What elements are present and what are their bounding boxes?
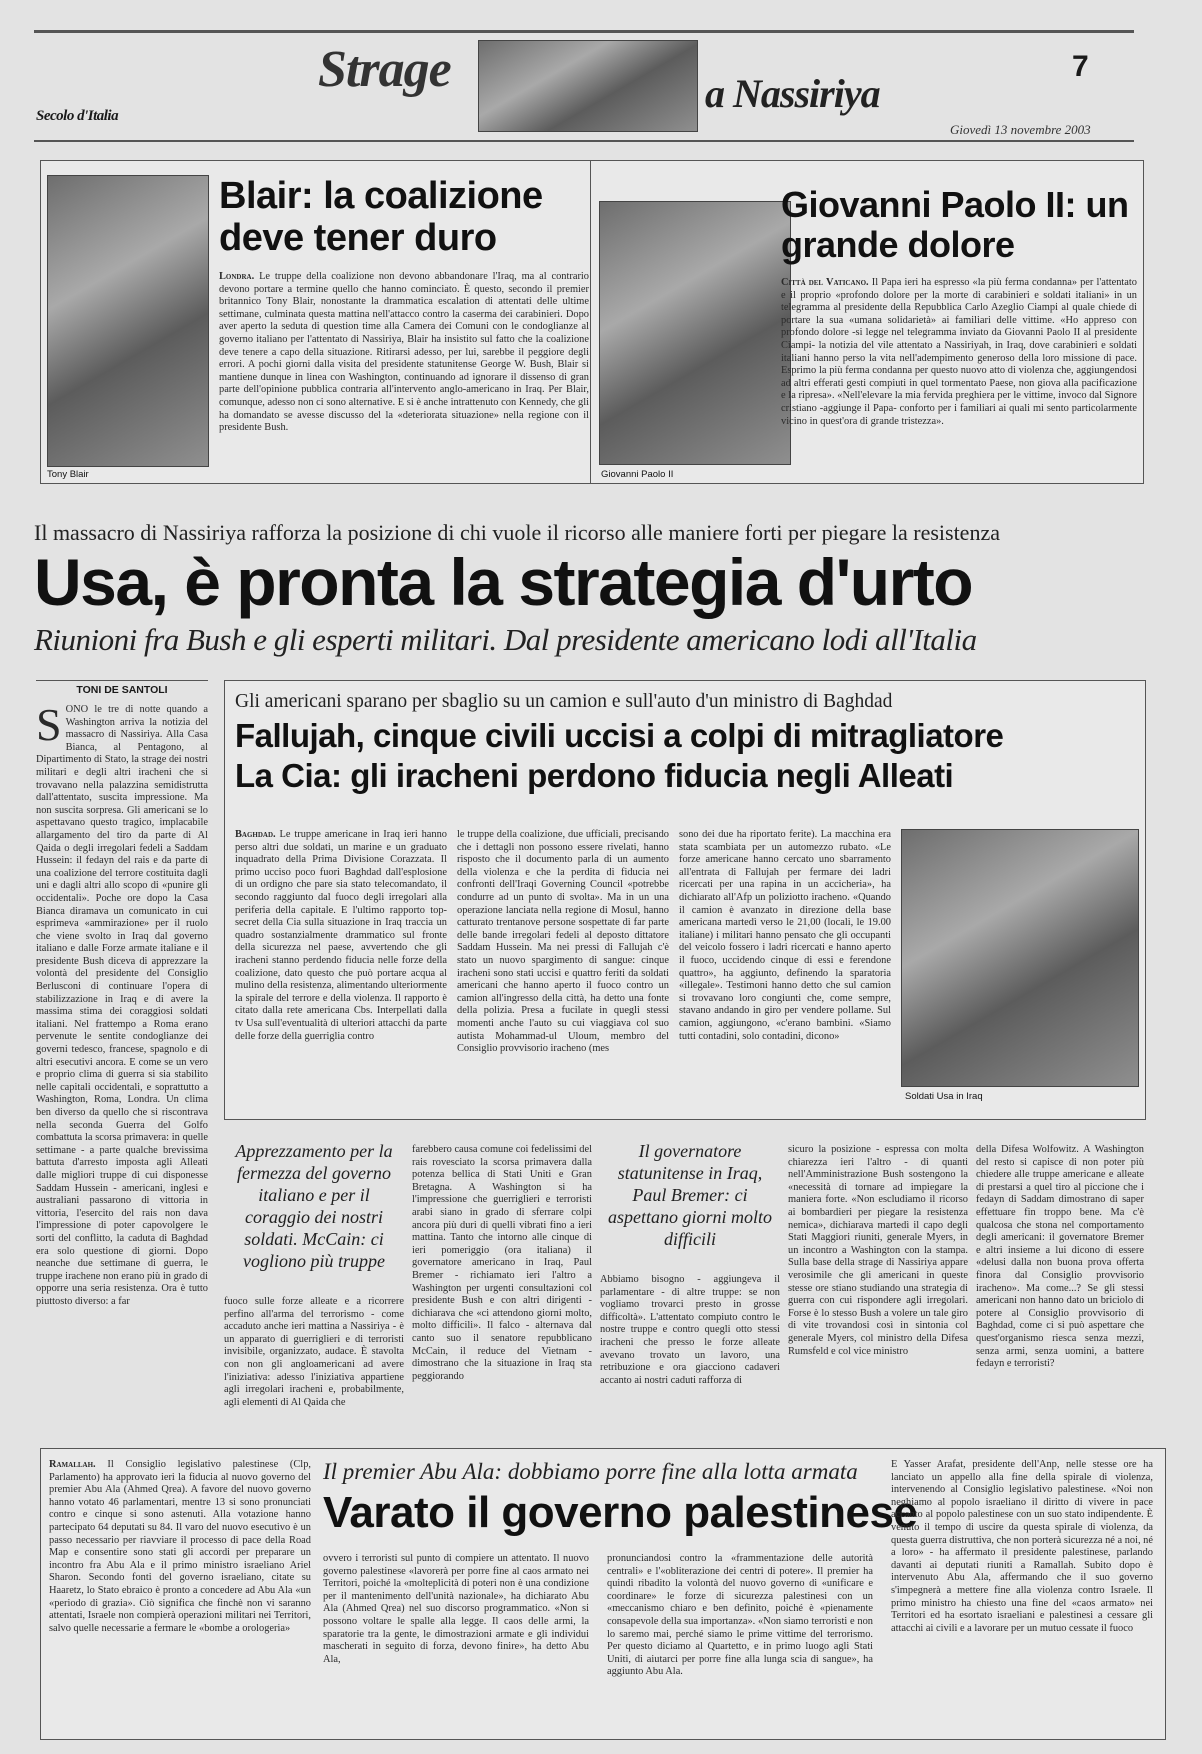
dateline: Baghdad.	[235, 829, 276, 840]
headline-1: Fallujah, cinque civili uccisi a colpi di mitragliatore	[235, 717, 1004, 754]
main-column-2: fuoco sulle forze alleate e a ricorrere perfino all'arma del terrorismo - come accaduto anche ieri mattina a Nassiriya - è un apparato di guerriglieri e di terroristi invisibile, organizzato, audace. È stavolta con non gli angloamericani ad avere l'iniziativa: adesso l'iniziativa appartiene agli irregolari iracheni e, probabilmente, agli elementi di Al Qaida che	[224, 1296, 404, 1408]
pull-quote-2: Il governatore statunitense in Iraq, Paul Bremer: ci aspettano giorni molto difficili	[607, 1141, 772, 1249]
column-3: pronunciandosi contro la «frammentazione delle autorità centrali» e l'«obliterazione dei centri di potere». Il premier ha quindi ribadito la volontà del nuovo governo di «unificare e coordinare» le forze di sicurezza palestinesi con un «meccanismo chiaro e ben definito, poiché è «pienamente consapevole della sua importanza». «Non siamo terroristi e non lo saremo mai, perché siamo le prime vittime del terrorismo. Per questo diciamo al Quartetto, e in primo luogo agli Stati Uniti, di aiutarci per porre fine alla lunga scia di sangue», ha aggiunto Abu Ala.	[607, 1553, 873, 1678]
article-body	[219, 271, 589, 477]
dateline: Ramallah.	[49, 1459, 96, 1470]
byline: TONI DE SANTOLI	[76, 684, 168, 696]
issue-date: Giovedì 13 novembre 2003	[950, 122, 1091, 137]
column-1	[235, 829, 447, 1111]
lead-caps: ONO	[65, 704, 89, 715]
fallujah-article	[224, 680, 1146, 1120]
kicker: Il premier Abu Ala: dobbiamo porre fine alla lotta armata	[323, 1459, 858, 1484]
tony-blair-photo	[47, 175, 209, 467]
main-column-5: sicuro la posizione - espressa con molta chiarezza ieri l'altro - di quanti nell'Amministrazione Bush sostengono la «necessità di tornare ad impiegare la maniera forte. «Non escludiamo il ricorso ai bombardieri per piegare la resistenza nemica», dichiarava martedì il capo degli Stati Maggiori riuniti, generale Myers, in un incontro a Washington con la stampa. Sulla base della strage di Nassiriya appare verosimile che gli americani in queste stesse ore stiano studiando una strategia di guerra con cui rispondere agli irregolari. Forse è lo stesso Bush a volere un tale giro di vite trovandosi così in sintonia col generale Myers, col ministro della Difesa Rumsfeld e col vice ministro	[788, 1144, 968, 1357]
photo-caption: Giovanni Paolo II	[601, 469, 674, 480]
dateline: Londra.	[219, 271, 255, 282]
section-title-right: a Nassiriya	[705, 71, 880, 116]
body-text: Il Papa ieri ha espresso «la più ferma condanna» per l'attentato e il proprio «profondo dolore per la morte di carabinieri e soldati italiani» in un telegramma al presidente della Repubblica Carlo Azeglio Ciampi al quale chiede di portare la sua «umana solidarietà» ai familiari delle vittime. «Ho appreso con profondo dolore -si legge nel telegramma inviato da Giovanni Paolo II al presidente Ciampi- la notizia del vile attentato a Nassiriyah, in Iraq, dove carabinieri e soldati italiani hanno perso la vita nell'adempimento generoso della loro missione di pace. Esprimo la più ferma condanna per questo nuovo atto di violenza che, aggiungendosi ad altri efferati gesti compiuti in quel tormentato Paese, non giova alla pacificazione e la ripresa». «Nell'elevare la mia fervida preghiera per le vittime, invoco dal Signore cristiano -aggiunge il Papa- conforto per i familiari ai quali mi sento particolarmente vicino in quest'ora di grande tristezza».	[781, 277, 1137, 427]
top-rule	[34, 30, 1134, 33]
main-headline: Usa, è pronta la strategia d'urto	[34, 545, 973, 619]
article-body	[781, 277, 1137, 477]
main-column-6: della Difesa Wolfowitz. A Washington del resto si capisce di non poter più chiedere alle truppe americane e alleate di prestarsi a quel tiro al piccione che i fedayn di Saddam dimostrano di saper effettuare fin troppo bene. Ma c'è qualcosa che stona nel comportamento degli americani: il governatore Bremer e altri insieme a lui dicono di essere «delusi dalla non buona prova offerta finora dal Consiglio provvisorio iracheno». Ma come...? Se gli stessi americani non hanno dato un briciolo di potere al Consiglio provvisorio di Baghdad, come ci si può aspettare che quest'organismo riesca senza mezzi, senza armi, senza uomini, a battere fedayn e terroristi?	[976, 1144, 1144, 1370]
byline-rule	[36, 680, 208, 681]
dateline: Città del Vaticano.	[781, 277, 869, 288]
column-2: ovvero i terroristi sul punto di compiere un attentato. Il nuovo governo palestinese «lavorerà per porre fine al caos armato nei Territori, poiché la «molteplicità di poteri non è una condizione per il mantenimento dell'unità nazionale», ha dichiarato Abu Ala (Ahmed Qrea) nel suo discorso programmatico. «Non si possono voltare le spalle alla legge. Il caos delle armi, la sparatorie tra la gente, le dimostrazioni armate e gli individui mascherati in seguito di forza, devono finire», ha detto Abu Ala,	[323, 1553, 589, 1665]
kicker: Gli americani sparano per sbaglio su un camion e sull'auto d'un ministro di Baghdad	[235, 691, 893, 712]
body-text: Il Consiglio legislativo palestinese (Clp, Parlamento) ha approvato ieri la fiducia al nuovo governo del premier Abu Ala (Ahmed Qrea). A favore del nuovo governo hanno votato 46 parlamentari, mentre 13 si sono pronunciati contro e cinque si sono astenuti. Alla votazione hanno partecipato 64 deputati su 84. Il varo del nuovo esecutivo è un passo necessario per riavviare il processo di pace della Road Map e consentire sono stati gli accordi per preparare un incontro fra Abu Ala e il primo ministro israeliano Ariel Sharon. Secondo fonti del governo israeliano, citate su Haaretz, lo Stato ebraico è pronto a concedere ad Abu Ala «un «periodo di grazia». Ciò significa che finchè non vi saranno attentati, Israele non compierà operazioni militari nei Territori, salvo quelle necessarie a fermare le «bombe a orologeria»	[49, 1459, 311, 1634]
page-number: 7	[1072, 50, 1089, 83]
main-column-4: Abbiamo bisogno - aggiungeva il parlamentare - di altre truppe: se non vogliamo trovarci presto in grosse difficoltà». L'attentato compiuto contro le nostre truppe e contro quegli otto stessi iracheni che presso le forze alleate avevano trovato un lavoro, una retribuzione e ora giacciono cadaveri accanto ai nostri caduti rafforza di	[600, 1274, 780, 1386]
masthead-photo	[478, 40, 698, 132]
palestine-article	[40, 1448, 1166, 1740]
drop-cap: S	[36, 704, 62, 750]
pope-photo	[599, 201, 791, 465]
newspaper-name: Secolo d'Italia	[36, 108, 119, 124]
pull-quote-1: Apprezzamento per la fermezza del governo italiano e per il coraggio dei nostri soldati. McCain: ci vogliono più truppe	[235, 1141, 393, 1271]
column-1	[49, 1459, 311, 1729]
blair-article	[40, 160, 602, 484]
photo-caption: Soldati Usa in Iraq	[905, 1091, 983, 1102]
main-kicker: Il massacro di Nassiriya rafforza la posizione di chi vuole il ricorso alle maniere forti per piegare la resistenza	[34, 520, 1000, 545]
headline: Varato il governo palestinese	[323, 1488, 918, 1537]
column-3: sono dei due ha riportato ferite). La macchina era stata scambiata per un automezzo rubato. «Le forze americane hanno cercato uno sbarramento all'entrata di Fallujah per fermare dei ladri ricercati per una rapina in un accicheria», ha dichiarato all'Afp un poliziotto iracheno. «Quando il camion è avanzato in direzione della base americana martedì verso le 21,00 (locali, le 19.00 italiane) i militari hanno pensato che gli occupanti del veicolo fossero i ladri ricercati e hanno aperto il fuoco, uccidendo cinque di essi e ferendone quattro», ha aggiunto, definendo la sparatoria «illegale». Testimoni hanno detto che sul camion si trovavano loro congiunti che, come sempre, stavano andando in giro per vendere pollame. Sul camion, aggiungono, «c'erano bambini. «Siamo tutti contadini, solo contadini, dicono»	[679, 829, 891, 1042]
column-4: E Yasser Arafat, presidente dell'Anp, nelle stesse ore ha lanciato un appello alla fine della spirale di violenza, intervenendo al Consiglio legislativo palestinese. «Noi non neghiamo al popolo israeliano il diritto di vivere in pace accanto al popolo palestinese con un suo stato indipendente. È venuto il tempo di uscire da questa spirale di violenza, da questa guerra distruttiva, che non porterà sicurezza né a noi, né a loro» - ha affermato il presidente palestinese, parlando davanti ai deputati riuniti a Ramallah. Subito dopo è intervenuto Abu Ala, affermando che il suo governo s'impegnerà a mettere fine alla violenza contro Israele. Il primo ministro ha chiesto una fine del «caos armato» nei Territori ed ha esortato israeliani e palestinesi a cessare gli attacchi ai civili e a lavorare per un mutuo cessate il fuoco	[891, 1459, 1153, 1634]
column-2: le truppe della coalizione, due ufficiali, precisando che i dettagli non possono essere rivelati, hanno risposto che il documento parla di un aumento della violenza e che la perdita di fiducia nei confronti dell'Iraqi Governing Council «potrebbe condurre ad un punto di svolta». Ma in un una operazione lanciata nella regione di Mosul, hanno catturato trentanove persone sospettate di far parte delle bande irregolari fedeli al deposto dittatore Saddam Hussein. Ma nei pressi di Fallujah c'è stato un nuovo spargimento di sangue: cinque iracheni sono stati uccisi e quattro feriti da soldati americani che hanno aperto il fuoco contro un camion all'ingresso della città, ha detto una fonte della polizia. Presa a fucilate in quegli stessi momenti anche l'auto su cui viaggiava col suo autista Mohammad-ul Uloum, membro del Consiglio provvisorio iracheno (mes	[457, 829, 669, 1055]
body-text: Le truppe della coalizione non devono abbandonare l'Iraq, ma al contrario devono portare a termine quello che hanno cominciato. È questo, secondo il premier britannico Tony Blair, nonostante la drammatica escalation di attentati delle ultime settimane, culminata questa mattina nell'attacco contro la caserma dei carabinieri. Dopo aver aperto la seduta di question time alla Camera dei Comuni con le condoglianze al governo italiano per l'attentato di Nassiriya, Blair ha insistito sul fatto che la coalizione deve tenere a capo della situazione. Ritirarsi adesso, per lui, sarebbe il peggiore degli errori. A pochi giorni dalla visita del presidente statunitense George W. Bush, Blair si mantiene dunque in linea con Washington, continuando ad ignorare il dissenso di gran parte dell'opinione pubblica contraria all'intervento anglo-americano in Iraq. Per Blair, comunque, adesso non ci sono alternative. E si è anche intrattenuto con Kennedy, che gli ha domandato se avesse discusso del la «deteriorata situazione» nella regione con il presidente Bush.	[219, 271, 589, 434]
body-text: le tre di notte quando a Washington arriva la notizia del massacro di Nassiriya. Alla Casa Bianca, al Pentagono, al Dipartimento di Stato, la strage dei nostri militari e degli altri iracheni che si trovavano nella palazzina semidistrutta dall'attentato, suscita impressione. Ma non suscita sorpresa. Gli americani se lo aspettavano questo tragico, implacabile allargamento del tiro da parte di Al Qaida o degli irregolari fedeli a Saddam Hussein: il fedayn del rais e da parte di una coalizione del terrore costituita dagli uni e dagli altri allo scopo di «punire gli occidentali». Poche ore dopo la Casa Bianca diramava un comunicato in cui esprimeva «ammirazione» per il ruolo che viene svolto in Iraq dal governo italiano e dalle Forze armate italiane e il presidente Bush diceva di apprezzare la volontà del presidente del Consiglio Berlusconi di continuare l'opera di stabilizzazione in Iraq e di avere la massima stima dei coraggiosi soldati italiani. Nel frattempo a Roma erano pervenute le sentite condoglianze dei governi tedesco, francese, spagnolo e di altri esecutivi ancora. E come se un vero e proprio clima di guerra si sia stabilito nelle capitali occidentali, e soprattutto a Washington, Roma, Londra. Un clima ben diverso da quello che si riscontrava nella seconda Guerra del Golfo combattuta la scorsa primavera: in quelle settimane - a parte qualche brevissima battuta d'arresto imposta agli Alleati dalle migliori truppe di cui disponesse Saddam Hussein - americani, inglesi e australiani passarono di vittoria in vittoria, l'esercito del rais non dava l'impressione di poter capovolgere le sorti del conflitto, la caduta di Baghdad era solo questione di giorni. Dopo neanche due settimane di guerra, le truppe irachene non erano più in grado di opporre una seria resistenza. Ora è tutto piuttosto diverso: a far	[36, 704, 208, 1307]
photo-caption: Tony Blair	[47, 469, 89, 480]
main-deck: Riunioni fra Bush e gli esperti militari. Dal presidente americano lodi all'Italia	[34, 622, 977, 657]
body-text: Le truppe americane in Iraq ieri hanno perso altri due soldati, un marine e un graduato inquadrato della Prima Divisione Corazzata. Il primo ucciso poco fuori Baghdad dall'esplosione di un ordigno che pare sia stato telecomandato, il secondo raggiunto dal fuoco degli irregolari alla periferia della capitale. E l'ultimo rapporto top-secret della Cia sulla situazione in Iraq traccia un quadro sostanzialmente drammatico sul fronte della sicurezza nel paese, avvertendo che gli iracheni stanno perdendo fiducia nelle forze della coalizione, dato questo che può portare acqua al mulino della resistenza, alimentando ulteriormente la spirale del terrore e della violenza. Il rapporto è citato dalla rete americana Cbs. Interpellati dalla tv Usa sull'eventualità di ulteriori attacchi da parte delle forze della guerriglia contro	[235, 829, 447, 1042]
section-title-left: Strage	[318, 41, 451, 98]
pope-article	[590, 160, 1144, 484]
soldiers-photo	[901, 829, 1139, 1087]
main-column-3: farebbero causa comune coi fedelissimi del rais rovesciato la scorsa primavera dalla potenza bellica di Stati Uniti e Gran Bretagna. A Washington si ha l'impressione che guerriglieri e terroristi arabi siano in grado di sferrare colpi ancora più duri di quelli vibrati fino a ieri mattina. Tanto che intorno alle cinque di ieri pomeriggio (ora italiana) il governatore americano in Iraq, Paul Bremer - richiamato ieri l'altro a Washington per urgenti consultazioni col presidente Bush e con altri dirigenti - dichiarava che «ci attendono giorni molto, molto difficili». Il falco - alternava dal canto suo il senatore repubblicano McCain, il reduce del Vietnam - dimostrano che la situazione in Iraq sta peggiorando	[412, 1144, 592, 1382]
headline-2: La Cia: gli iracheni perdono fiducia negli Alleati	[235, 757, 954, 794]
headline: Blair: la coalizione deve tener duro	[219, 175, 543, 259]
headline: Giovanni Paolo II: un grande dolore	[781, 184, 1129, 265]
masthead-rule	[34, 140, 1134, 142]
